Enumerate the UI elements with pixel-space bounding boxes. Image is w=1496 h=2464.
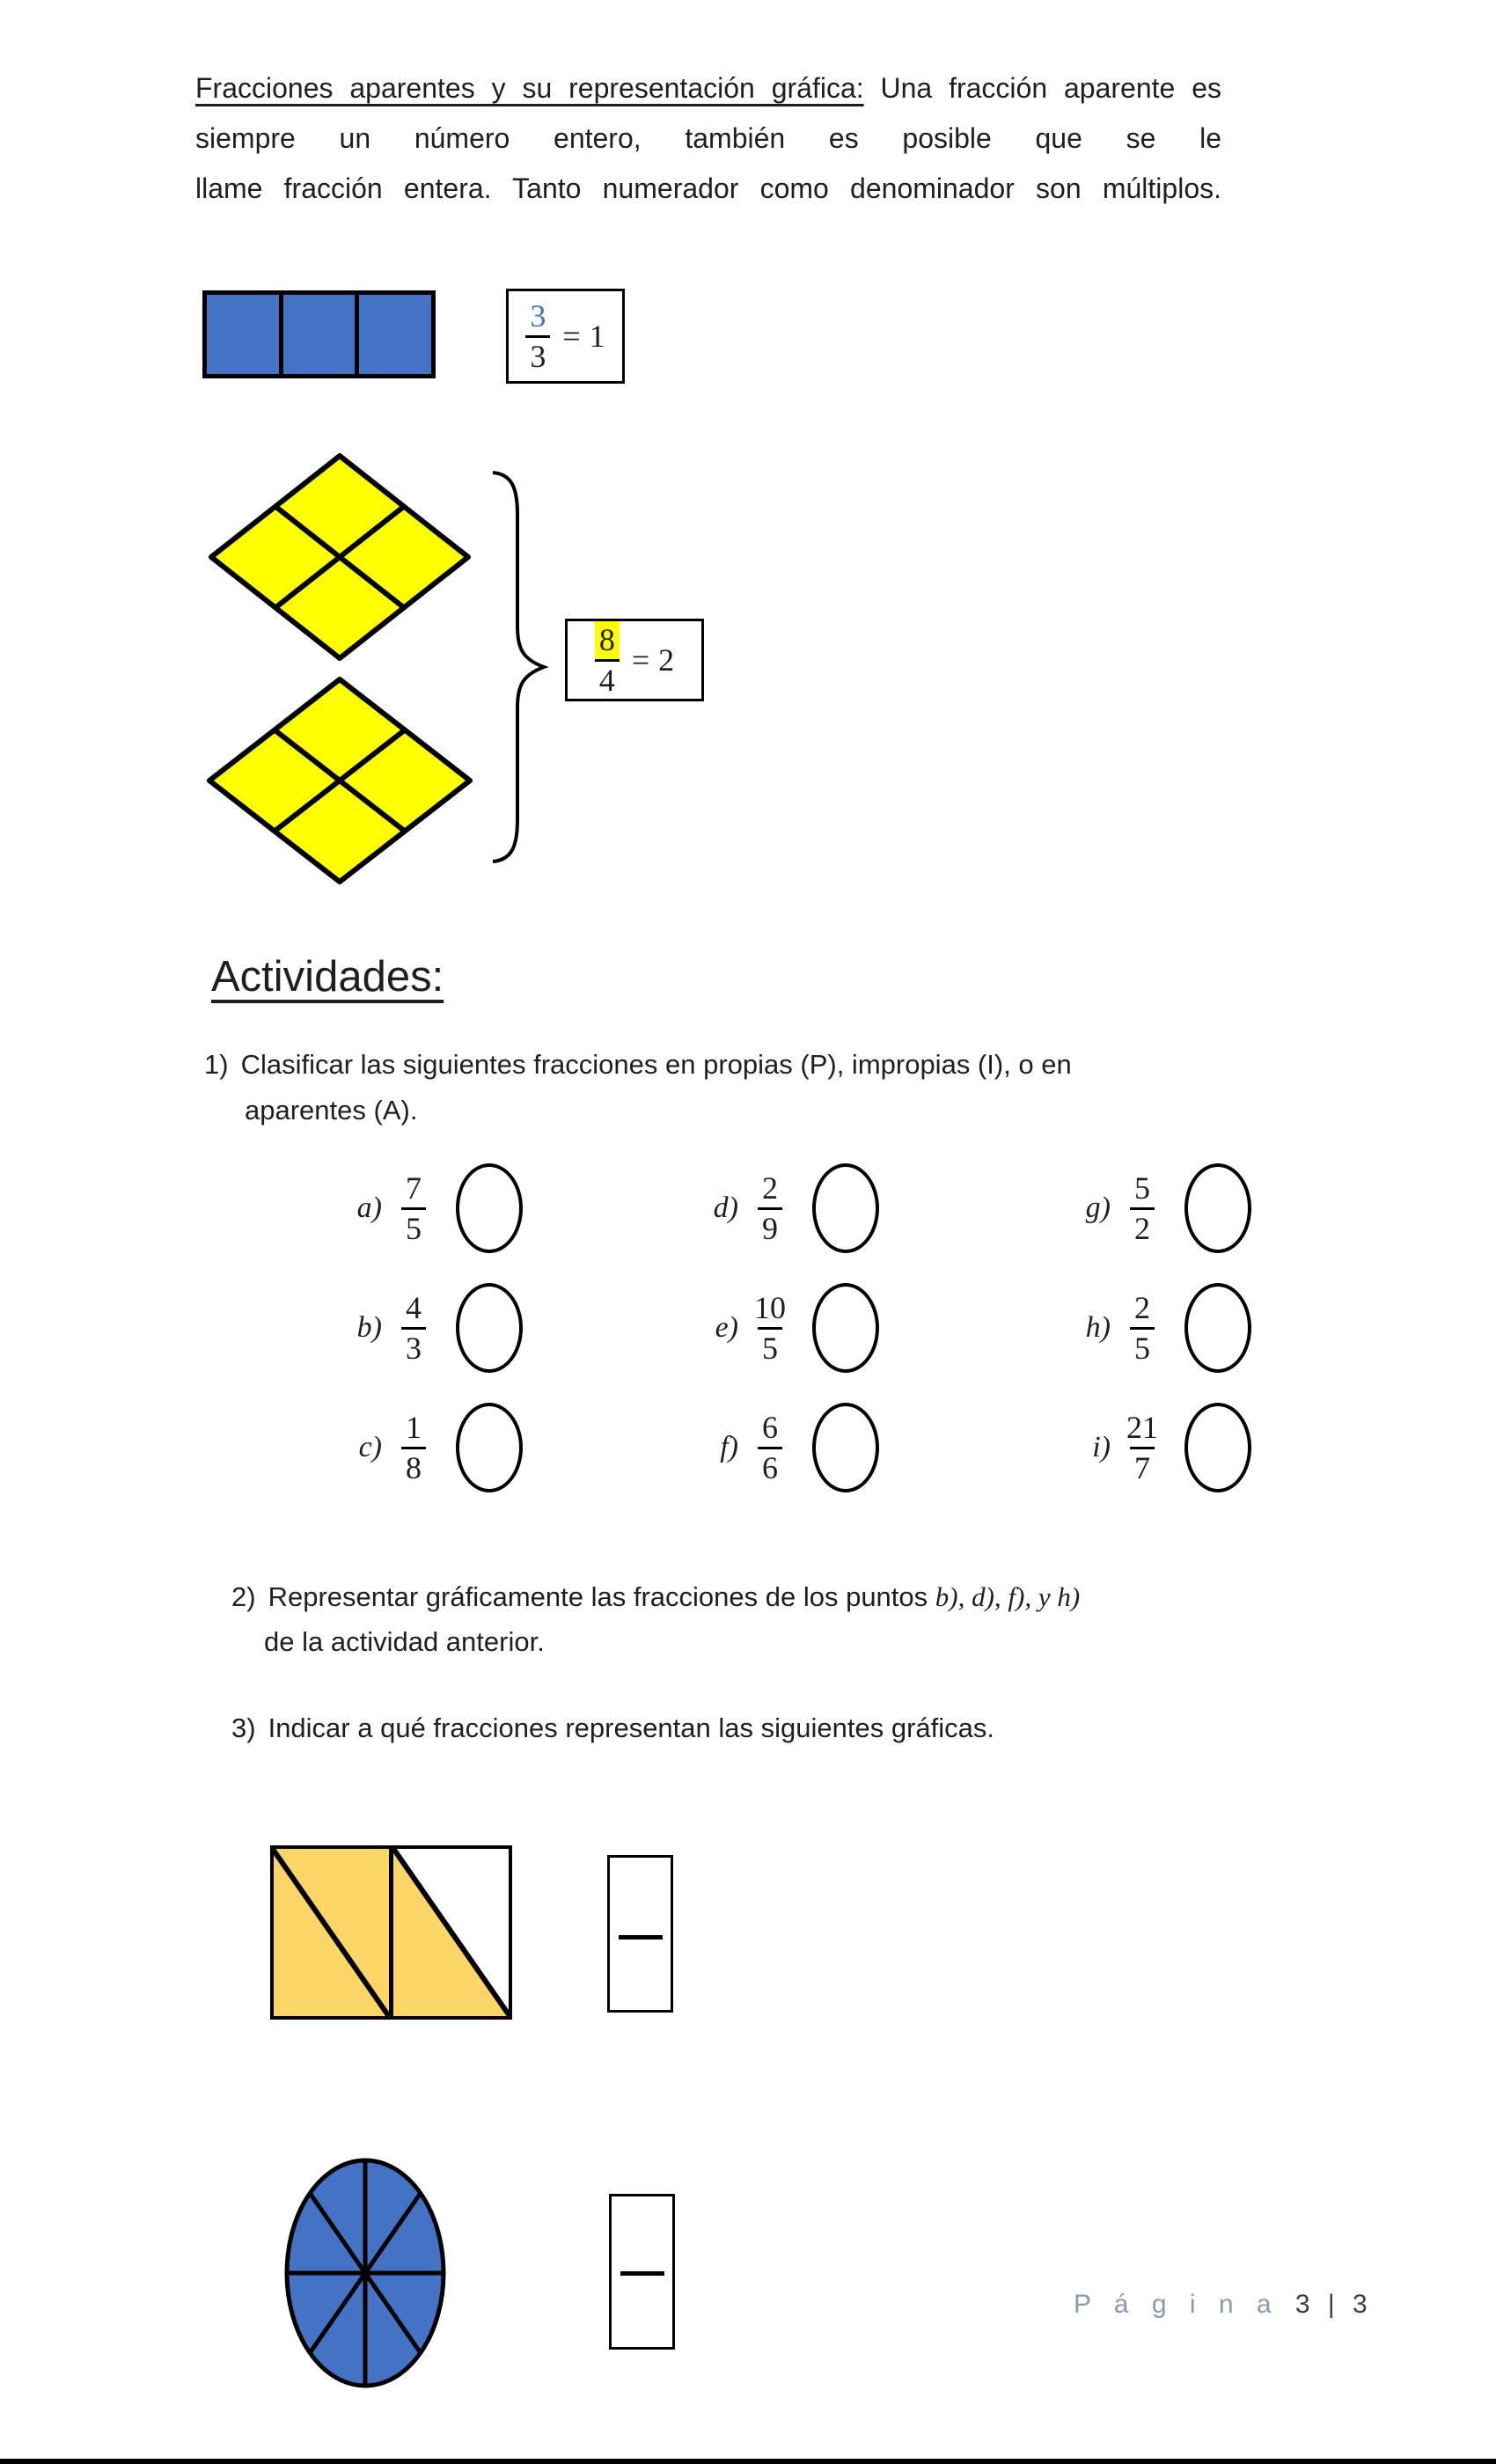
answer-oval-d[interactable] [812,1163,879,1253]
thirds-cell-1 [207,295,283,374]
intro-underlined-title: Fracciones aparentes y su representación gráfica: [195,72,864,104]
thirds-cell-2 [283,295,360,374]
eighths-circle-graphic [283,2157,447,2389]
quarters-fraction [595,621,620,699]
diamond-2 [209,679,470,882]
answer-oval-c[interactable] [456,1403,523,1492]
thirds-cell-3 [359,295,431,374]
thirds-denominator: 3 [525,335,550,375]
quarters-numerator: 8 [595,621,620,658]
curly-brace [493,473,544,862]
classification-item-e: e) $\frac{10}{5}$ [700,1282,879,1374]
answer-oval-g[interactable] [1184,1163,1251,1253]
diamond-1 [211,456,468,658]
answer-oval-i[interactable] [1184,1403,1251,1492]
classification-item-f: f) $\frac{6}{6}$ [700,1402,879,1493]
item-letter: d) [713,1192,738,1224]
intro-line-3: llame fracción entera. Tanto numerador como denominador son múltiplos. [195,172,1221,204]
item-letter: h) [1085,1311,1111,1344]
quarters-denominator: 4 [595,659,620,699]
fraction-bar-placeholder [619,1935,663,1940]
classification-item-d: d) $\frac{2}{9}$ [700,1162,879,1254]
quarters-equals: = 2 [631,642,675,678]
classification-item-a: a) $\frac{7}{5}$ [343,1162,523,1254]
item-letter: e) [715,1311,738,1344]
activity2-line1: 2) Representar gráficamente las fracciones de los puntos b), d), f), y h) [231,1581,1081,1612]
item-letter: b) [356,1311,382,1344]
activity3-number: 3) [231,1712,256,1743]
intro-line-1 [195,63,1221,114]
answer-oval-a[interactable] [456,1163,523,1253]
activities-heading: Actividades: [211,953,444,1001]
answer-box-1[interactable] [607,1855,673,2013]
classification-item-g: g) $\frac{5}{2}$ [1072,1162,1251,1254]
item-letter: a) [356,1192,382,1224]
activity1-line2: aparentes (A). [245,1095,418,1126]
item-letter: c) [358,1431,382,1463]
activity2-math-letters: b), d), f), y h) [935,1581,1081,1612]
activity1-text: Clasificar las siguientes fracciones en propias (P), impropias (I), o en [240,1049,1072,1080]
answer-oval-f[interactable] [812,1403,879,1492]
page-bottom-edge [0,2459,1496,2464]
classification-item-b: b) $\frac{4}{3}$ [343,1282,523,1374]
activity1-number: 1) [204,1049,229,1080]
answer-oval-e[interactable] [812,1283,879,1373]
thirds-rectangle-graphic [202,290,436,378]
triangles-rectangle-graphic [270,1845,512,2020]
activity2-number: 2) [231,1581,256,1612]
intro-line1-rest: Una fracción aparente es [880,72,1221,104]
page-footer [1074,2290,1373,2320]
intro-paragraph [195,63,1221,214]
activity3-line: 3) Indicar a qué fracciones representan las siguientes gráficas. [231,1712,994,1743]
item-letter: i) [1092,1431,1111,1463]
quarters-equation-box [565,619,704,701]
thirds-equation-box [506,289,625,384]
answer-oval-h[interactable] [1184,1283,1251,1373]
footer-label: P á g i n a [1074,2290,1280,2319]
footer-page-number: 3 | 3 [1294,2290,1373,2319]
activity2-line2: de la actividad anterior. [264,1626,545,1657]
item-letter: f) [720,1431,738,1463]
classification-item-i: i) $\frac{21}{7}$ [1072,1402,1251,1493]
classification-item-h: h) $\frac{2}{5}$ [1072,1282,1251,1374]
item-letter: g) [1085,1192,1111,1224]
intro-line-2: siempre un número entero, también es posible que se le [195,122,1221,154]
answer-box-2[interactable] [609,2194,675,2350]
thirds-fraction [525,297,550,375]
thirds-numerator: 3 [530,298,546,334]
thirds-equals: = 1 [562,319,605,354]
answer-oval-b[interactable] [456,1283,523,1373]
fraction-bar-placeholder [620,2271,664,2276]
classification-item-c: c) $\frac{1}{8}$ [343,1402,523,1493]
activity1-line1 [204,1049,1072,1081]
